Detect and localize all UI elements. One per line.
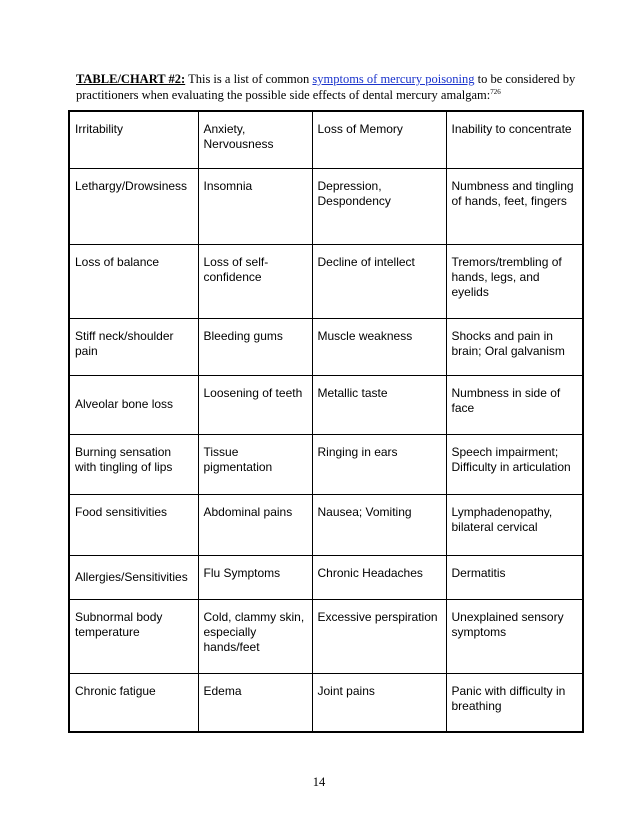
table-cell: Stiff neck/shoulder pain [69, 318, 198, 375]
table-row [69, 434, 583, 494]
mercury-poisoning-link[interactable]: symptoms of mercury poisoning [312, 72, 475, 86]
table-cell: Burning sensation with tingling of lips [69, 434, 198, 494]
table-cell: Tissue pigmentation [198, 434, 312, 494]
table-cell: Loss of Memory [312, 111, 446, 168]
table-cell: Chronic fatigue [69, 673, 198, 732]
table-cell: Chronic Headaches [312, 555, 446, 599]
table-caption [76, 72, 576, 103]
table-cell: Panic with difficulty in breathing [446, 673, 583, 732]
table-cell: Unexplained sensory symptoms [446, 599, 583, 673]
table-row [69, 168, 583, 244]
table-cell: Nausea; Vomiting [312, 494, 446, 555]
table-cell: Cold, clammy skin, especially hands/feet [198, 599, 312, 673]
table-cell: Alveolar bone loss [69, 375, 198, 434]
table-row [69, 599, 583, 673]
caption-text-after: to be considered by practitioners when evaluating the possible side effects of dental mercury amalgam: [76, 72, 576, 102]
table-row [69, 494, 583, 555]
caption-text-before: This is a list of common [185, 72, 313, 86]
table-cell: Tremors/trembling of hands, legs, and eyelids [446, 244, 583, 318]
table-cell: Abdominal pains [198, 494, 312, 555]
table-row [69, 375, 583, 434]
table-cell: Excessive perspiration [312, 599, 446, 673]
table-cell: Depression, Despondency [312, 168, 446, 244]
table-cell: Loss of self-confidence [198, 244, 312, 318]
caption-label: TABLE/CHART #2: [76, 72, 186, 86]
table-row [69, 244, 583, 318]
table-cell: Numbness in side of face [446, 375, 583, 434]
table-cell: Edema [198, 673, 312, 732]
table-cell: Numbness and tingling of hands, feet, fingers [446, 168, 583, 244]
table-cell: Lymphadenopathy, bilateral cervical [446, 494, 583, 555]
table-cell: Lethargy/Drowsiness [69, 168, 198, 244]
table-cell: Ringing in ears [312, 434, 446, 494]
table-cell: Muscle weakness [312, 318, 446, 375]
table-cell: Metallic taste [312, 375, 446, 434]
table-cell: Insomnia [198, 168, 312, 244]
table-row [69, 673, 583, 732]
table-cell: Shocks and pain in brain; Oral galvanism [446, 318, 583, 375]
table-row [69, 318, 583, 375]
table-cell: Decline of intellect [312, 244, 446, 318]
table-row [69, 111, 583, 168]
table-cell: Joint pains [312, 673, 446, 732]
table-cell: Loss of balance [69, 244, 198, 318]
table-cell: Irritability [69, 111, 198, 168]
table-cell: Bleeding gums [198, 318, 312, 375]
caption-reference: 726 [490, 87, 501, 96]
table-cell: Allergies/Sensitivities [69, 555, 198, 599]
table-cell: Dermatitis [446, 555, 583, 599]
table-row [69, 555, 583, 599]
page-number: 14 [312, 775, 326, 789]
table-cell: Flu Symptoms [198, 555, 312, 599]
table-cell: Anxiety, Nervousness [198, 111, 312, 168]
table-cell: Speech impairment; Difficulty in articulation [446, 434, 583, 494]
table-cell: Subnormal body temperature [69, 599, 198, 673]
table-cell: Inability to concentrate [446, 111, 583, 168]
table-cell: Loosening of teeth [198, 375, 312, 434]
symptoms-table [68, 110, 584, 733]
table-cell: Food sensitivities [69, 494, 198, 555]
